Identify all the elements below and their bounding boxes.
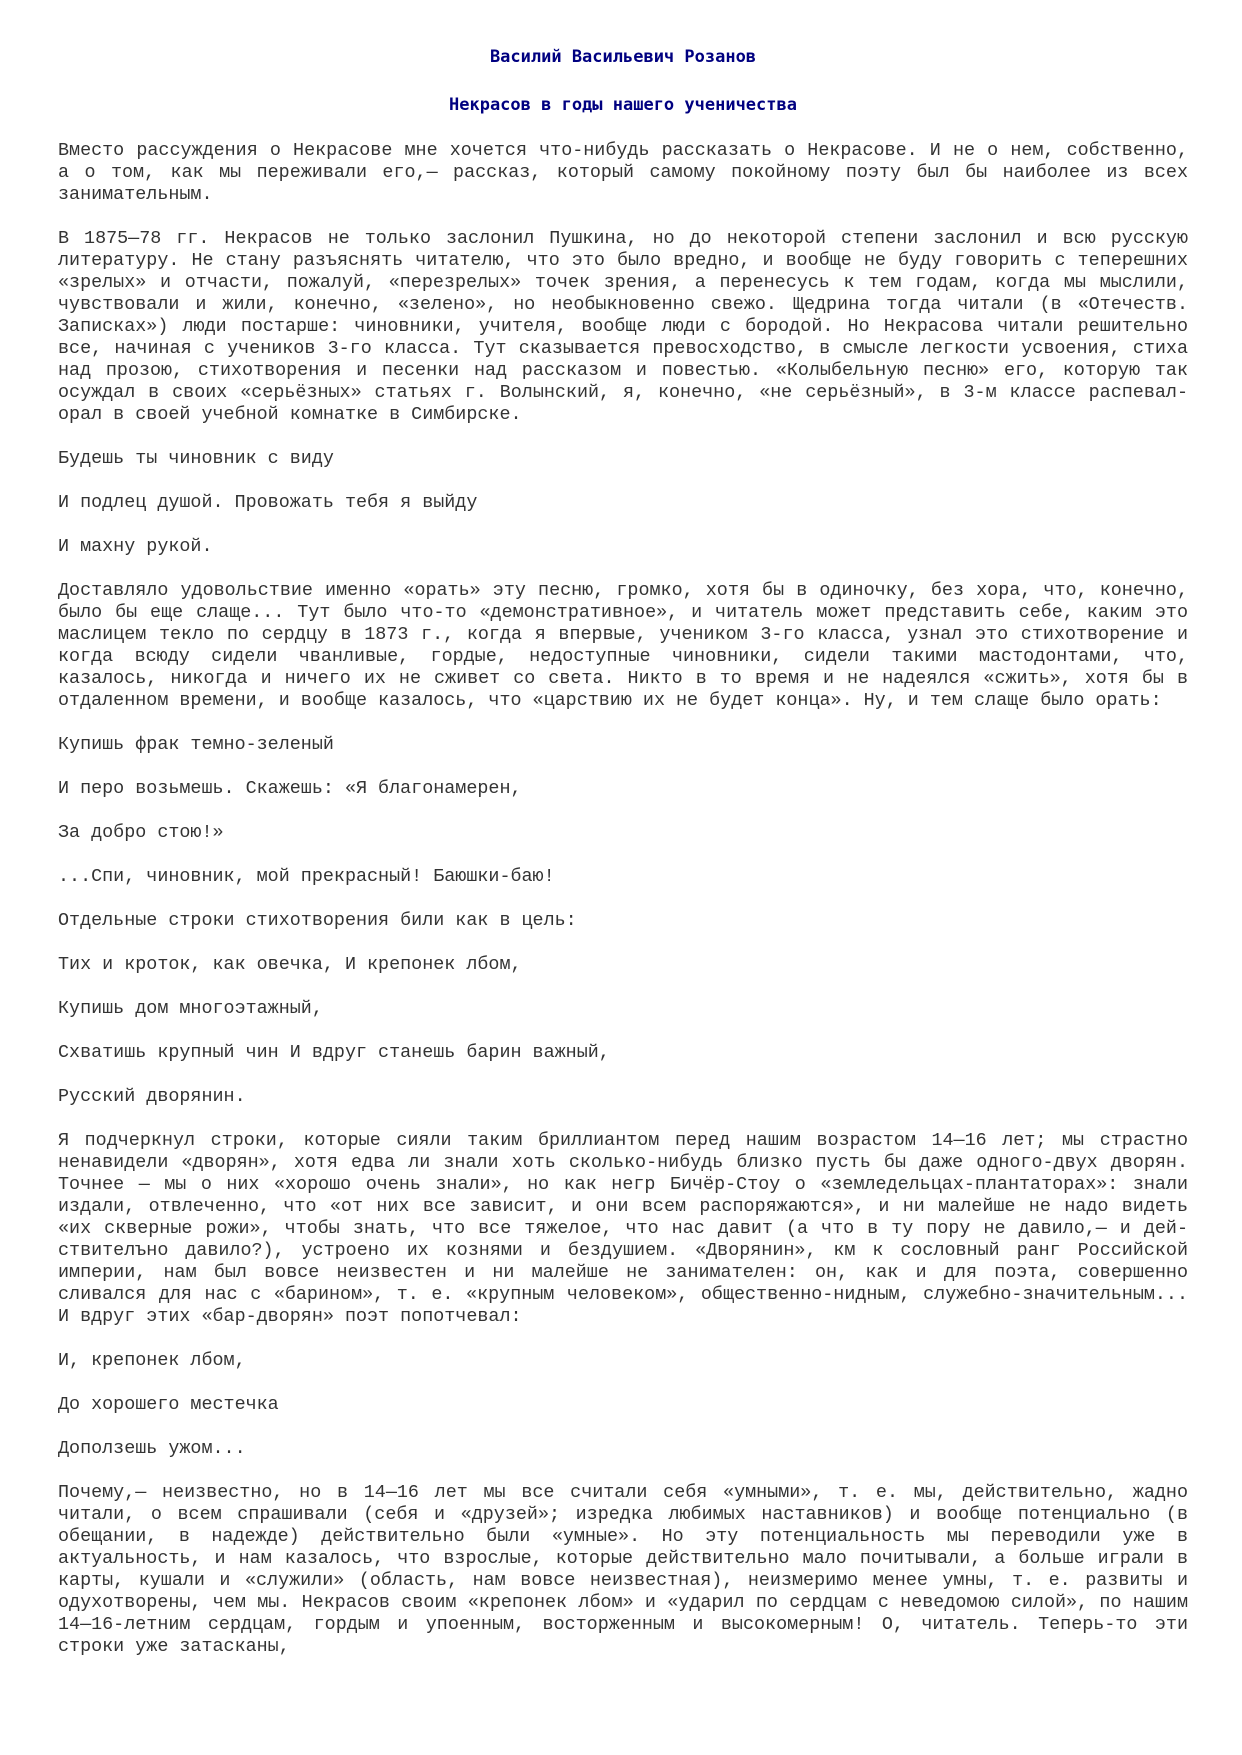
verse-line: До хорошего местечка — [58, 1394, 279, 1415]
verse-line: Доползешь ужом... — [58, 1438, 246, 1459]
document-title: Некрасов в годы нашего ученичества — [449, 95, 797, 115]
verse-line: И перо возьмешь. Скажешь: «Я благонамерен, — [58, 778, 522, 799]
paragraph: Доставляло удовольствие именно «орать» эту песню, громко, хотя бы в одиночку, без хора, что, конечно, было бы еще слаще... Тут было что-то «демонстративное», и читатель может представить себе, каким это маслицем текло по сердцу в 1873 г., когда я впервые, учеником 3-го класса, узнал это стихотворение и когда всюду сидели чванливые, гордые, недоступные чиновники, сидели такими мастодонтами, что, казалось, никогда и ничего их не сживет со света. Никто в то время и не надеялся «сжить», хотя бы в отдаленном времени, и вообще казалось, что «царствию их не будет конца». Ну, и тем слаще было орать: — [58, 580, 1188, 711]
verse-line: Будешь ты чиновник с виду — [58, 448, 334, 469]
verse-line: Русский дворянин. — [58, 1086, 246, 1107]
verse-line: За добро стою!» — [58, 822, 224, 843]
document-page — [58, 46, 1188, 1680]
verse-line: Купишь дом многоэтажный, — [58, 998, 323, 1019]
paragraph: Почему,— неизвестно, но в 14—16 лет мы все считали себя «умными», т. е. мы, действительно, жадно читали, о всем спрашивали (себя и «друзей»; изредка любимых наставников) и вообще потенциально (в обещании, в надежде) действительно были «умные». Но эту потенциальность мы переводили уже в актуальность, и нам казалось, что взрослые, которые действительно мало почитывали, а больше играли в карты, кушали и «служили» (область, нам вовсе неизвестная), неизмеримо менее умны, т. е. развиты и одухотворены, чем мы. Некрасов своим «крепонек лбом» и «ударил по сердцам с неведомою силой», по нашим 14—16-летним сердцам, гордым и упоенным, восторженным и высокомерным! О, читатель. Теперь-то эти строки уже затасканы, — [58, 1482, 1188, 1657]
verse-line: И подлец душой. Провожать тебя я выйду — [58, 492, 478, 513]
paragraph: Отдельные строки стихотворения били как в цель: — [58, 910, 577, 931]
verse-line: Тих и кроток, как овечка, И крепонек лбом, — [58, 954, 522, 975]
verse-line: ...Спи, чиновник, мой прекрасный! Баюшки-баю! — [58, 866, 555, 887]
paragraph: Я подчеркнул строки, которые сияли таким бриллиантом перед нашим возрастом 14—16 лет; мы страстно ненавидели «дворян», хотя едва ли знали хоть сколько-нибудь близко пусть бы даже одного-двух дворян. Точнее — мы о них «хорошо очень знали», но как негр Бичёр-Стоу о «земледельцах-плантаторах»: знали издали, отвлеченно, что «от них все зависит, и они всем распоряжаются», и ни малейше не надо видеть «их скверные рожи», чтобы знать, что все тяжелое, что нас давит (а что в ту пору не давило,— и дей-ствителъно давило?), устроено их кознями и бездушием. «Дворянин», км к сословный ранг Российской империи, нам был вовсе неизвестен и ни малейше не занимателен: он, как и для поэта, совершенно сливался для нас с «барином», т. е. «крупным человеком», общественно-нидным, служебно-значительным... И вдруг этих «бар-дворян» поэт попотчевал: — [58, 1130, 1188, 1327]
verse-line: Схватишь крупный чин И вдруг станешь барин важный, — [58, 1042, 610, 1063]
paragraph: В 1875—78 гг. Некрасов не только заслонил Пушкина, но до некоторой степени заслонил и всю русскую литературу. Не стану разъяснять читателю, что это было вредно, и вообще не буду говорить с теперешних «зрелых» и отчасти, пожалуй, «перезрелых» точек зрения, а перенесусь к тем годам, когда мы мыслили, чувствовали и жили, конечно, «зелено», но необыкновенно свежо. Щедрина тогда читали (в «Отечеств. Записках») люди постарше: чиновники, учителя, вообще люди с бородой. Но Некрасова читали решительно все, начиная с учеников 3-го класса. Тут сказывается превосходство, в смысле легкости усвоения, стиха над прозою, стихотворения и песенки над рассказом и повестью. «Колыбельную песню» его, которую так осуждал в своих «серьёзных» статьях г. Волынский, я, конечно, «не серьёзный», в 3-м классе распевал-орал в своей учебной комнатке в Симбирске. — [58, 228, 1188, 425]
document-body — [58, 140, 1188, 1658]
paragraph: Вместо рассуждения о Некрасове мне хочется что-нибудь рассказать о Некрасове. И не о нем, собственно, а о том, как мы переживали его,— рассказ, который самому покойному поэту был бы наиболее из всех занимательным. — [58, 140, 1188, 205]
verse-line: И, крепонек лбом, — [58, 1350, 246, 1371]
author-name: Василий Васильевич Розанов — [489, 47, 757, 67]
verse-line: И махну рукой. — [58, 536, 213, 557]
verse-line: Купишь фрак темно-зеленый — [58, 734, 334, 755]
